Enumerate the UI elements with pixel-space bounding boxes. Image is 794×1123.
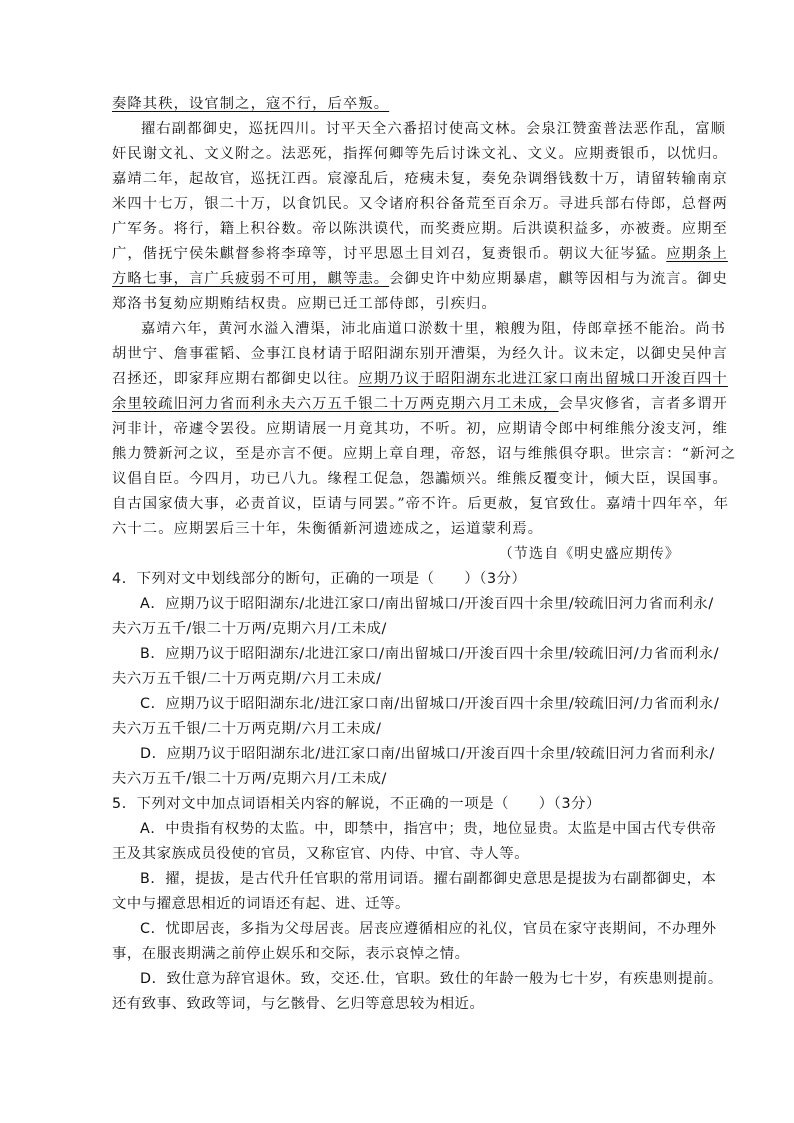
option-b-line-1: B．擢，提拔，是古代升任官职的常用词语。擢右副都御史意思是提拔为右副都御史，本 xyxy=(140,871,717,887)
passage-line: 胡世宁、詹事霍韬、佥事江良材请于昭阳湖东别开漕渠，为经久计。议未定，以御史吴仲言 xyxy=(112,346,728,362)
option-d-line-2: 夫六万五千/银二十万两/克期六月/工未成/ xyxy=(112,771,387,787)
passage-line xyxy=(112,392,728,417)
underlined-text: 方略七事，言广兵疲弱不可用，麒等恚。 xyxy=(112,271,390,287)
option-a-line-1: A．应期乃议于昭阳湖东/北进江家口/南出留城口/开浚百四十余里/较疏旧河力省而利永/ xyxy=(140,596,714,612)
passage-line: 自古国家债大事，必责首议，臣请与同罢。”帝不许。后更赦，复官致仕。嘉靖十四年卒，年 xyxy=(112,496,730,512)
option-d-line-1: D．应期乃议于昭阳湖东北/进江家口南/出留城口/开浚百四十余里/较疏旧河力省而利永/ xyxy=(140,746,715,762)
passage-line: 奸民谢文礼、文义附之。法恶死，指挥何卿等先后讨诛文礼、文义。应期赉银币，以忧归。 xyxy=(112,146,728,162)
option-c-line-2: 事，在服丧期满之前停止娱乐和交际，表示哀悼之情。 xyxy=(112,946,470,962)
option-a-line-2: 夫六万五千/银二十万两/克期六月/工未成/ xyxy=(112,621,387,637)
option-b-line-2: 夫六万五千银/二十万两克期/六月工未成/ xyxy=(112,671,382,687)
passage-line xyxy=(112,92,682,117)
option-d-line-1: D．致仕意为辞官退休。致，交还.仕，官职。致仕的年龄一般为七十岁，有疾患则提前。 xyxy=(140,971,723,987)
option-b-line-1: B．应期乃议于昭阳湖东/北进江家口/南出留城口/开浚百四十余里/较疏旧河/力省而利永/ xyxy=(140,646,720,662)
passage-line: 六十二。应期罢后三十年，朱衡循新河遗迹成之，运道蒙利焉。 xyxy=(112,521,544,537)
question-5 xyxy=(112,792,723,1017)
passage-line: 议倡自臣。今四月，功已八九。缘程工促急，怨讟烦兴。维熊反覆变计，倾大臣，误国事。 xyxy=(112,471,728,487)
passage xyxy=(112,92,737,567)
question-stem: 5．下列对文中加点词语相关内容的解说，不正确的一项是（ ）（3分） xyxy=(112,796,601,812)
option-c-line-2: 夫六万五千银/二十万两克期/六月工未成/ xyxy=(112,721,382,737)
passage-line xyxy=(112,242,728,267)
passage-text: 会旱灾修省，言者多谓开 xyxy=(558,396,728,412)
source-citation: （节选自《明史盛应期传》 xyxy=(498,546,680,562)
question-stem: 4．下列对文中划线部分的断句，正确的一项是（ ）（3分） xyxy=(112,571,527,587)
passage-line: 广军务。将行，籍上积谷数。帝以陈洪谟代，而奖赉应期。后洪谟积益多，亦被赉。应期至 xyxy=(112,221,728,237)
passage-line xyxy=(112,367,728,392)
question-4 xyxy=(112,567,720,792)
passage-line xyxy=(112,267,728,292)
option-a-line-2: 王及其家族成员役使的官员，又称宦官、内侍、中官、寺人等。 xyxy=(112,846,530,862)
option-c-line-1: C．忧即居丧，多指为父母居丧。居丧应遵循相应的礼仪，官员在家守丧期间，不办理外 xyxy=(140,921,717,937)
passage-text: 广，偕抚宁侯朱麒督参将李璋等，讨平思恩土目刘召，复赉银币。朝议大征岑猛。 xyxy=(112,246,667,262)
passage-line: 河非计，帝遽令罢役。应期请展一月竟其功，不听。初，应期请令郎中柯维熊分浚支河，维 xyxy=(112,421,728,437)
underlined-text: 余里较疏旧河力省而利永夫六万五千银二十万两克期六月工未成， xyxy=(112,396,559,412)
underlined-text: 奏降其秩，设官制之，寇不行，后卒叛。 xyxy=(112,96,390,112)
passage-line: 熊力赞新河之议，至是亦言不便。应期上章自理，帝怒，诏与维熊俱夺职。世宗言：“新河之 xyxy=(112,446,737,462)
passage-text: 会御史许中劾应期暴虐，麒等因相与为流言。御史 xyxy=(389,271,728,287)
underlined-text: 应期乃议于昭阳湖东北进江家口南出留城口开浚百四十 xyxy=(358,371,728,387)
passage-line: 嘉靖二年，起故官，巡抚江西。宸濠乱后，疮痍未复，奏免杂调缗钱数十万，请留转输南京 xyxy=(112,171,728,187)
option-c-line-1: C．应期乃议于昭阳湖东北/进江家口南/出留城口/开浚百四十余里/较疏旧河/力省而利永/ xyxy=(140,696,720,712)
underlined-text: 应期条上 xyxy=(666,246,728,262)
option-a-line-1: A．中贵指有权势的太监。中，即禁中，指宫中；贵，地位显贵。太监是中国古代专供帝 xyxy=(140,821,717,837)
passage-line: 米四十七万，银二十万，以食饥民。又令诸府积谷备荒至百余万。寻进兵部右侍郎，总督两 xyxy=(112,196,728,212)
option-d-line-2: 还有致事、致政等词，与乞骸骨、乞归等意思较为相近。 xyxy=(112,996,485,1012)
passage-line: 嘉靖六年，黄河水溢入漕渠，沛北庙道口淤数十里，粮艘为阻，侍郎章拯不能治。尚书 xyxy=(141,321,727,337)
passage-text: 召拯还，即家拜应期右都御史以往。 xyxy=(112,371,359,387)
passage-line: 擢右副都御史，巡抚四川。讨平天全六番招讨使高文林。会泉江赞蛮普法恶作乱，富顺 xyxy=(141,121,727,137)
option-b-line-2: 文中与擢意思相近的词语还有起、进、迁等。 xyxy=(112,896,410,912)
passage-line: 郑洛书复劾应期贿结权贵。应期已迁工部侍郎，引疾归。 xyxy=(112,296,497,312)
